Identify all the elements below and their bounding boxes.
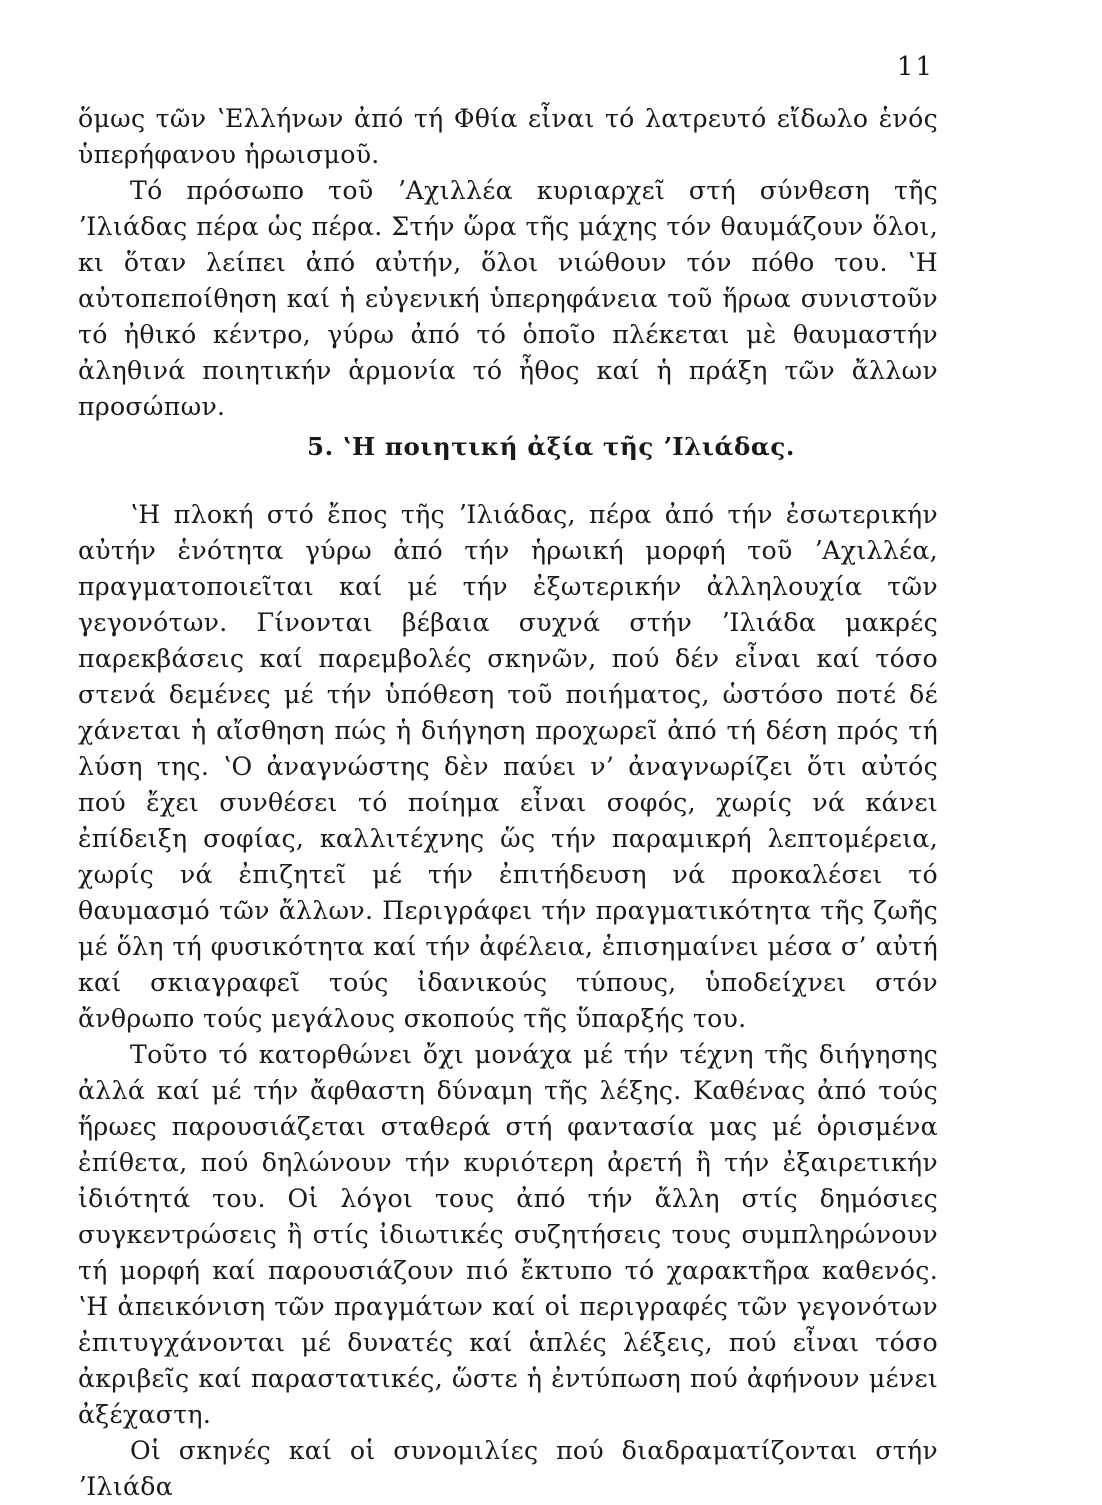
paragraph-continuation: ὅμως τῶν ʽΕλλήνων ἀπό τή Φθία εἶναι τό λατρευτό εἴδωλο ἑνός ὑπερήφανου ἡρωισμοῦ. [78,104,938,169]
paragraph-scenes: Οἱ σκηνές καί οἱ συνομιλίες πού διαδραματίζονται στήν ʼΙλιάδα [78,1436,938,1501]
text-block-before-heading [78,101,938,425]
paragraph-plot: ʽΗ πλοκή στό ἔπος τῆς ʼΙλιάδας, πέρα ἀπό τήν ἐσωτερικήν αὐτήν ἑνότητα γύρω ἀπό τήν ἡρωική μορφή τοῦ ʼΑχιλλέα, πραγματοποιεῖται καί μέ τήν ἐξωτερικήν ἀλληλουχία τῶν γεγονότων. Γίνονται βέβαια συχνά στήν ʼΙλιάδα μακρές παρεκβάσεις καί παρεμβολές σκηνῶν, πού δέν εἶναι καί τόσο στενά δεμένες μέ τήν ὑπόθεση τοῦ ποιήματος, ὡστόσο ποτέ δέ χάνεται ἡ αἴσθηση πώς ἡ διήγηση προχωρεῖ ἀπό τή δέση πρός τή λύση της. ʽΟ ἀναγνώστης δὲν παύει ν’ ἀναγνωρίζει ὅτι αὐτός πού ἔχει συνθέσει τό ποίημα εἶναι σοφός, χωρίς νά κάνει ἐπίδειξη σοφίας, καλλιτέχνης ὥς τήν παραμικρή λεπτομέρεια, χωρίς νά ἐπιζητεῖ μέ τήν ἐπιτήδευση νά προκαλέσει τό θαυμασμό τῶν ἄλλων. Περιγράφει τήν πραγματικότητα τῆς ζωῆς μέ ὅλη τή φυσικότητα καί τήν ἀφέλεια, ἐπισημαίνει μέσα σ’ αὐτή καί σκιαγραφεῖ τούς ἰδανικούς τύπους, ὑποδείχνει στόν ἄνθρωπο τούς μεγάλους σκοπούς τῆς ὕπαρξής του. [78,500,938,1033]
paragraph-word-power: Τοῦτο τό κατορθώνει ὄχι μονάχα μέ τήν τέχνη τῆς διήγησης ἀλλά καί μέ τήν ἄφθαστη δύναμη τῆς λέξης. Καθένας ἀπό τούς ἥρωες παρουσιάζεται σταθερά στή φαντασία μας μέ ὁρισμένα ἐπίθετα, πού δηλώνουν τήν κυριότερη ἀρετή ἢ τήν ἐξαιρετικήν ἰδιότητά του. Οἱ λόγοι τους ἀπό τήν ἄλλη στίς δημόσιες συγκεντρώσεις ἢ στίς ἰδιωτικές συζητήσεις τους συμπληρώνουν τή μορφή καί παρουσιάζουν πιό ἔκτυπο τό χαρακτῆρα καθενός. ʽΗ ἀπεικόνιση τῶν πραγμάτων καί οἱ περιγραφές τῶν γεγονότων ἐπιτυγχάνονται μέ δυνατές καί ἁπλές λέξεις, πού εἶναι τόσο ἀκριβεῖς καί παραστατικές, ὥστε ἡ ἐντύπωση πού ἀφήνουν μένει ἀξέχαστη. [78,1040,938,1429]
text-block-after-heading [78,497,938,1505]
section-heading: 5. ʽΗ ποιητική ἀξία τῆς ʼΙλιάδας. [307,432,795,461]
paragraph-achilles: Τό πρόσωπο τοῦ ʼΑχιλλέα κυριαρχεῖ στή σύνθεση τῆς ʼΙλιάδας πέρα ὡς πέρα. Στήν ὥρα τῆς μάχης τόν θαυμάζουν ὅλοι, κι ὅταν λείπει ἀπό αὐτήν, ὅλοι νιώθουν τόν πόθο του. ʽΗ αὐτοπεποίθηση καί ἡ εὐγενική ὑπερηφάνεια τοῦ ἥρωα συνιστοῦν τό ἠθικό κέντρο, γύρω ἀπό τό ὁποῖο πλέκεται μὲ θαυμαστήν ἀληθινά ποιητικήν ἁρμονία τό ἦθος καί ἡ πράξη τῶν ἄλλων προσώπων. [78,176,938,421]
page-number: 11 [896,52,934,82]
